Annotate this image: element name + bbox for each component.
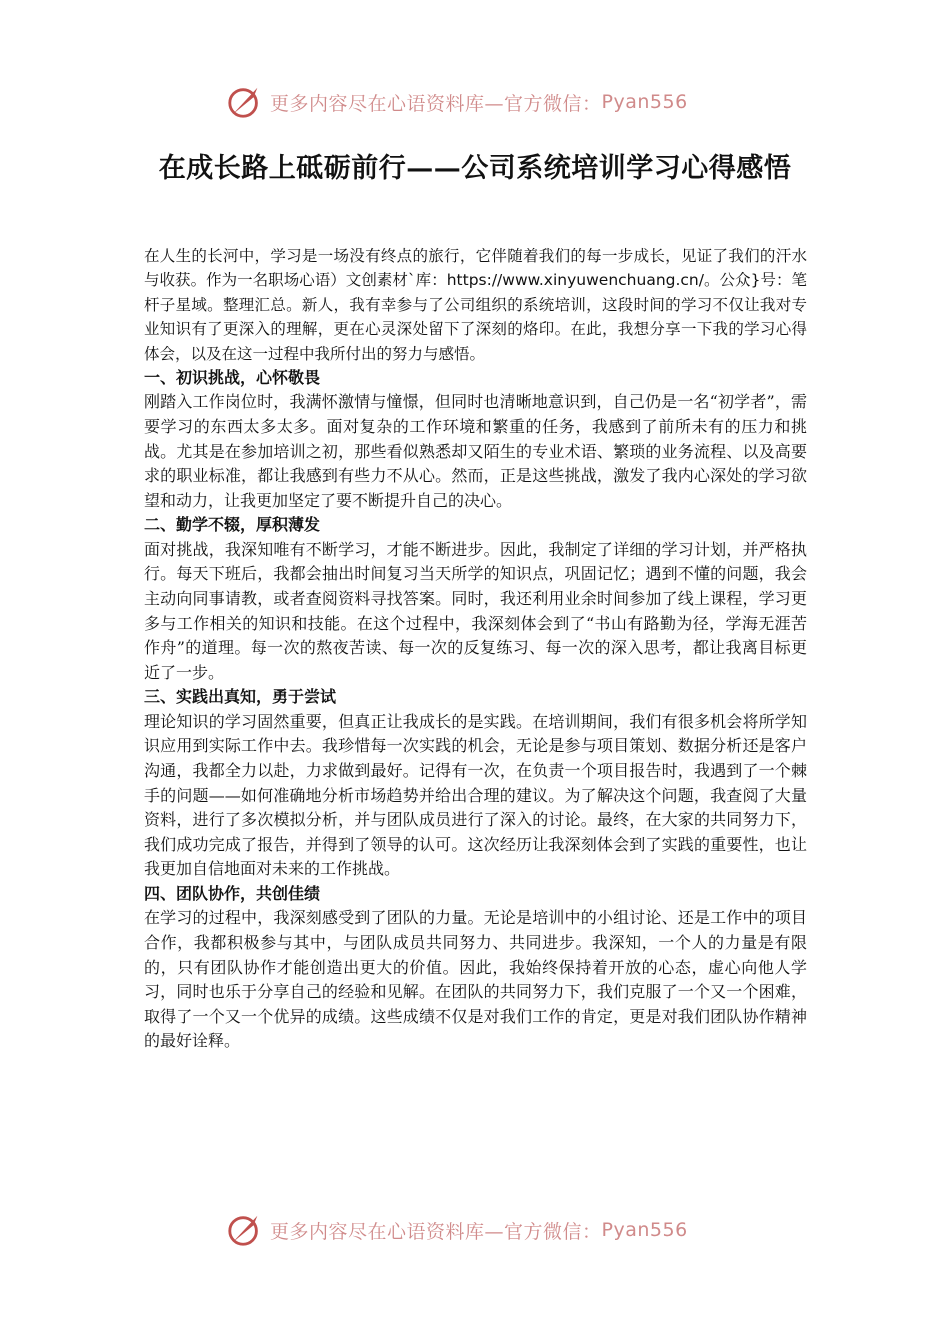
- section-4: [144, 882, 807, 1054]
- section-3: [144, 685, 807, 882]
- quill-logo-icon: [226, 1211, 264, 1249]
- banner-text: 更多内容尽在心语资料库—官方微信：: [270, 1220, 602, 1243]
- section-body: 刚踏入工作岗位时，我满怀激情与憧憬，但同时也清晰地意识到，自己仍是一名“初学者”，需要学习的东西太多太多。面对复杂的工作环境和繁重的任务，我感到了前所未有的压力和挑战。尤其是在参加培训之初，那些看似熟悉却又陌生的专业术语、繁琐的业务流程、以及高要求的职业标准，都让我感到有些力不从心。然而，正是这些挑战，激发了我内心深处的学习欲望和动力，让我更加坚定了要不断提升自己的决心。: [144, 392, 807, 510]
- section-2: [144, 513, 807, 685]
- section-body: 理论知识的学习固然重要，但真正让我成长的是实践。在培训期间，我们有很多机会将所学知识应用到实际工作中去。我珍惜每一次实践的机会，无论是参与项目策划、数据分析还是客户沟通，我都全力以赴，力求做到最好。记得有一次，在负责一个项目报告时，我遇到了一个棘手的问题——如何准确地分析市场趋势并给出合理的建议。为了解决这个问题，我查阅了大量资料，进行了多次模拟分析，并与团队成员进行了深入的讨论。最终，在大家的共同努力下，我们成功完成了报告，并得到了领导的认可。这次经历让我深刻体会到了实践的重要性，也让我更加自信地面对未来的工作挑战。: [144, 711, 807, 879]
- intro-paragraph: 在人生的长河中，学习是一场没有终点的旅行，它伴随着我们的每一步成长，见证了我们的汗水与收获。作为一名职场心语）文创素材`库：https://www.xinyuwenchuang.cn/。公众}号：笔杆子星域。整理汇总。新人，我有幸参与了公司组织的系统培训，这段时间的学习不仅让我对专业知识有了更深入的理解，更在心灵深处留下了深刻的烙印。在此，我想分享一下我的学习心得体会，以及在这一过程中我所付出的努力与感悟。: [144, 247, 807, 363]
- section-heading: 一、初识挑战，心怀敬畏: [144, 368, 321, 388]
- header-banner: [0, 80, 950, 124]
- document-body: [144, 244, 807, 1054]
- wechat-id: Pyan556: [601, 1219, 688, 1241]
- section-heading: 三、实践出真知，勇于尝试: [144, 687, 337, 707]
- section-heading: 二、勤学不辍，厚积薄发: [144, 515, 321, 535]
- quill-logo-icon: [226, 83, 264, 121]
- section-body: 在学习的过程中，我深刻感受到了团队的力量。无论是培训中的小组讨论、还是工作中的项目合作，我都积极参与其中，与团队成员共同努力、共同进步。我深知，一个人的力量是有限的，只有团队协作才能创造出更大的价值。因此，我始终保持着开放的心态，虚心向他人学习，同时也乐于分享自己的经验和见解。在团队的共同努力下，我们克服了一个又一个困难，取得了一个又一个优异的成绩。这些成绩不仅是对我们工作的肯定，更是对我们团队协作精神的最好诠释。: [144, 908, 807, 1051]
- section-heading: 四、团队协作，共创佳绩: [144, 883, 321, 903]
- section-body: 面对挑战，我深知唯有不断学习，才能不断进步。因此，我制定了详细的学习计划，并严格执行。每天下班后，我都会抽出时间复习当天所学的知识点，巩固记忆；遇到不懂的问题，我会主动向同事请教，或者查阅资料寻找答案。同时，我还利用业余时间参加了线上课程，学习更多与工作相关的知识和技能。在这个过程中，我深刻体会到了“书山有路勤为径，学海无涯苦作舟”的道理。每一次的熬夜苦读、每一次的反复练习、每一次的深入思考，都让我离目标更近了一步。: [144, 539, 807, 682]
- wechat-id: Pyan556: [601, 91, 688, 113]
- banner-text: 更多内容尽在心语资料库—官方微信：: [270, 92, 602, 115]
- footer-banner: [0, 1208, 950, 1252]
- section-1: [144, 366, 807, 513]
- page-title: 在成长路上砥砺前行——公司系统培训学习心得感悟: [158, 153, 792, 184]
